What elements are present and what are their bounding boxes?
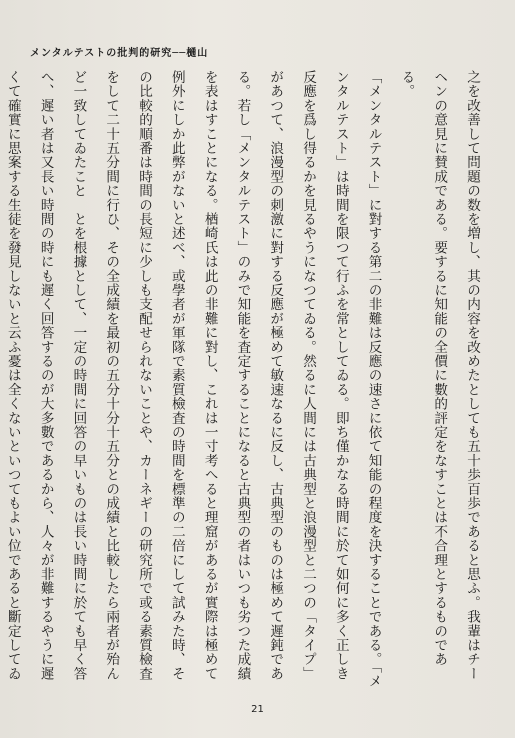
running-header: メンタルテストの批判的研究──樋山 xyxy=(30,48,209,59)
paragraph: 「メンタルテスト」に對する第二の非難は反應の速さに依て知能の程度を決することである。「メンタルテスト」は時間を限つて行ふを常としてゐる。即ち僅かなる時間に於て如何に多く正しき反應を爲し得るかを見るやうになつてゐる。然るに人間には古典型と浪漫型と二つの「タイプ」があつて、浪漫型の刺激に對する反應が極めて敏速なるに反し、古典型のものは極めて遲鈍である。若し「メンタルテスト」のみで知能を査定することになると古典型の者はいつも劣つた成績を表はすことになる。楢崎氏は此の非難に對し、これは一寸考へると理窟があるが實際は極めて例外にしか此弊がないと述べ、或學者が軍隊で素質檢査の時間を標準の二倍にして試みた時、その比較的順番は時間の長短に少しも支配せられないことや、カーネギーの研究所で或る素質檢査をして二十五分間に行ひ、その全成績を最初の五分十分十五分との成績と比較したら兩者が殆んど一致してゐたこと とを根據として、一定の時間に回答の早いものは長い時間に於ても早く答へ、遲い者は又長い時間の時にも遲く回答するのが大多數であるから、人々が非難するやうに遲くて確實に思案する生徒を發見しないと云ふ憂は全くないといつてもよい位であると斷定してゐ xyxy=(4,70,382,688)
body-text xyxy=(4,70,488,690)
page-number: 21 xyxy=(251,704,264,715)
paragraph: 之を改善して問題の数を増し、其の内容を改めたとしても五十歩百歩であると思ふ。我輩はチーヘンの意見に賛成である。要するに知能の全價に數的評定をなすことは不合理とするものである。 xyxy=(398,70,480,681)
